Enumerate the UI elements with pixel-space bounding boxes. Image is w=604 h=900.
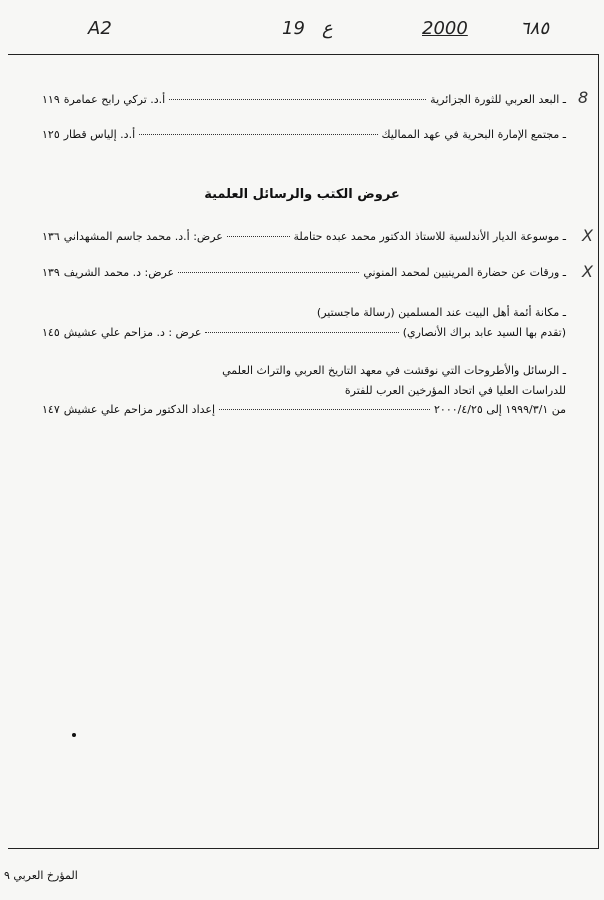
entry-page: ١١٩ bbox=[42, 93, 60, 106]
toc-entry bbox=[42, 93, 566, 106]
leader-dots bbox=[219, 409, 430, 410]
entry-title-line-2: للدراسات العليا في اتحاد المؤرخين العرب للفترة bbox=[344, 384, 566, 397]
handwritten-letter: ع bbox=[322, 18, 333, 39]
entry-author: عرض: د. محمد الشريف bbox=[63, 266, 175, 279]
leader-dots bbox=[205, 332, 398, 333]
toc-entry bbox=[42, 326, 566, 339]
page-frame bbox=[8, 54, 599, 849]
entry-title: ـ ورقات عن حضارة المرينيين لمحمد المنوني bbox=[363, 266, 566, 279]
toc-entry bbox=[42, 230, 566, 243]
entry-author: عرض : د. مزاحم علي عشيش bbox=[63, 326, 202, 339]
entry-author: عرض: أ.د. محمد جاسم المشهداني bbox=[63, 230, 223, 243]
toc-entry bbox=[42, 403, 566, 416]
footer-journal-name: المؤرخ العربي ٩ bbox=[4, 869, 78, 882]
margin-mark-2: X bbox=[582, 226, 593, 245]
entry-page: ١٣٦ bbox=[42, 230, 60, 243]
entry-author: أ.د. تركي رابح عمامرة bbox=[63, 93, 166, 106]
entry-title-line-1: ـ الرسائل والأطروحات التي نوقشت في معهد التاريخ العربي والتراث العلمي bbox=[222, 364, 566, 377]
leader-dots bbox=[169, 99, 426, 100]
entry-page: ١٤٧ bbox=[42, 403, 60, 416]
margin-mark-1: 8 bbox=[578, 88, 589, 107]
entry-title: ـ مجتمع الإمارة البحرية في عهد المماليك bbox=[381, 128, 566, 141]
leader-dots bbox=[178, 272, 359, 273]
entry-page: ١٢٥ bbox=[42, 128, 60, 141]
stray-dot bbox=[72, 733, 76, 737]
leader-dots bbox=[139, 134, 377, 135]
leader-dots bbox=[227, 236, 290, 237]
entry-title-line-2: (تقدم بها السيد عابد براك الأنصاري) bbox=[402, 326, 566, 339]
entry-page: ١٤٥ bbox=[42, 326, 60, 339]
entry-title-line-1: ـ مكانة أئمة أهل البيت عند المسلمين (رسالة ماجستير) bbox=[316, 306, 566, 319]
entry-page: ١٣٩ bbox=[42, 266, 60, 279]
toc-entry bbox=[42, 266, 566, 279]
section-title: عروض الكتب والرسائل العلمية bbox=[204, 187, 400, 202]
entry-title: ـ البعد العربي للثورة الجزائرية bbox=[430, 93, 566, 106]
entry-title: ـ موسوعة الديار الأندلسية للاستاذ الدكتور محمد عبده حتاملة bbox=[293, 230, 566, 243]
toc-entry bbox=[42, 128, 566, 141]
entry-author: أ.د. إلياس قطار bbox=[63, 128, 136, 141]
handwritten-number: 19 bbox=[282, 18, 305, 39]
entry-title-line-3: من ١٩٩٩/٣/١ إلى ٢٠٠٠/٤/٢٥ bbox=[434, 403, 566, 416]
handwritten-code-right: ٦٨٥ bbox=[520, 18, 550, 39]
handwritten-year: 2000 bbox=[422, 18, 468, 39]
margin-mark-3: X bbox=[582, 262, 593, 281]
handwritten-code-left: A2 bbox=[88, 18, 112, 39]
entry-author: إعداد الدكتور مزاحم علي عشيش bbox=[63, 403, 216, 416]
